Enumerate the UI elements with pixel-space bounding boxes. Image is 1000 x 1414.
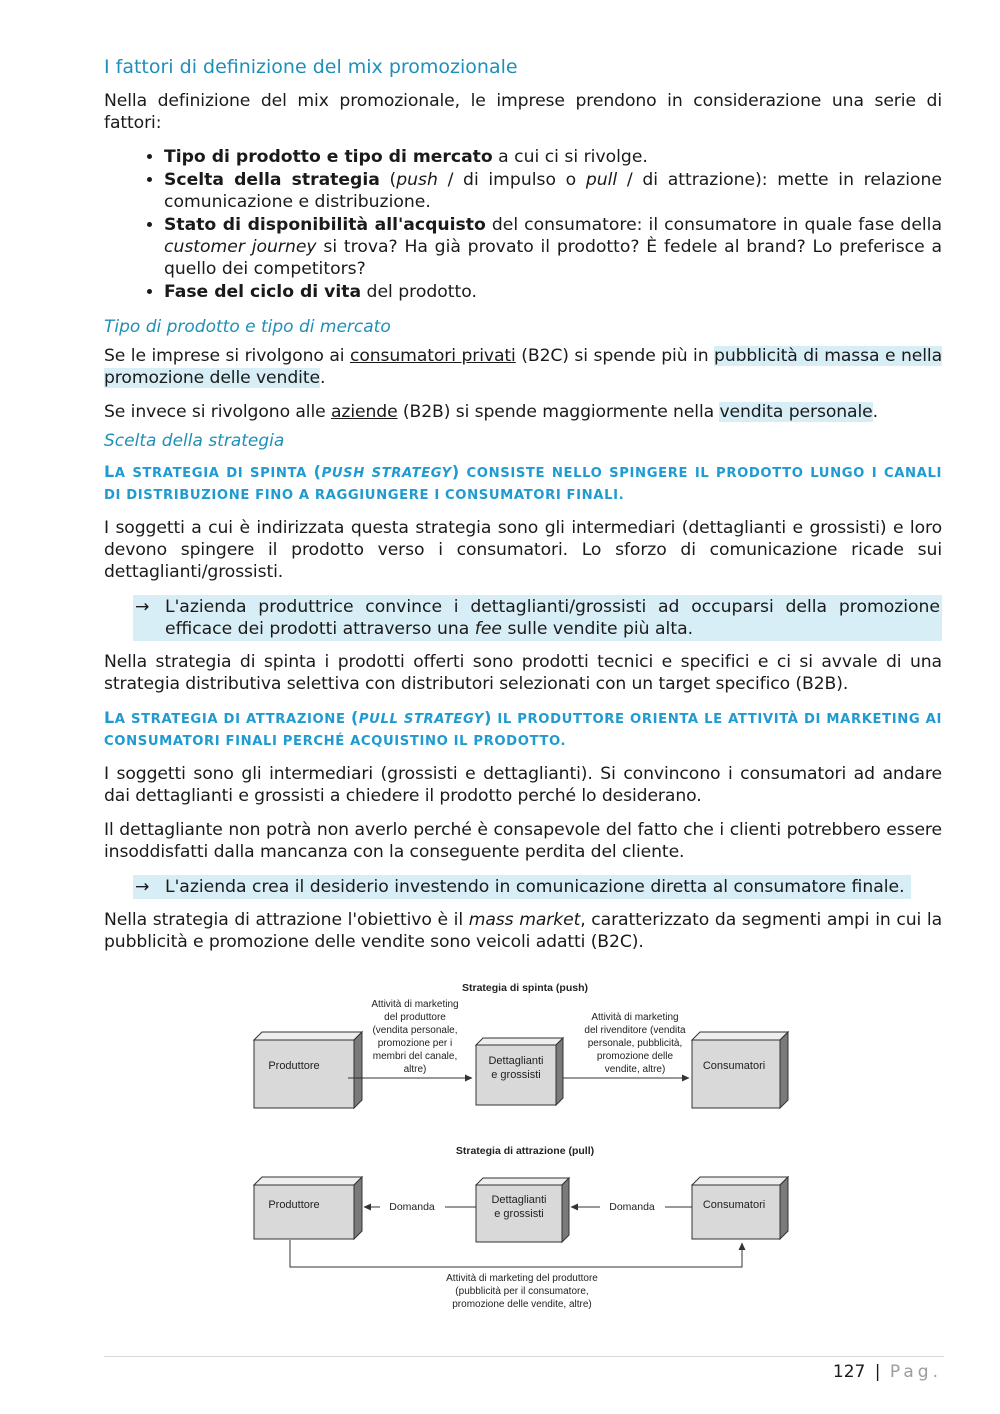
push-consumer-box — [692, 1032, 788, 1108]
push-label-right — [584, 1012, 686, 1075]
svg-text:Attività di marketing: Attività di marketing — [591, 1012, 679, 1023]
push-paragraph-1: I soggetti a cui è indirizzata questa strategia sono gli intermediari (dettaglianti e grossisti) e loro devono spingere il prodotto verso i consumatori. Lo sforzo di comunicazione ricade sui dettaglianti/grossisti. — [104, 518, 942, 582]
paragraph-b2c: Se le imprese si rivolgono ai consumatori privati (B2C) si spende più in pubblicità di massa e nella promozione delle vendite. — [104, 346, 942, 388]
svg-text:e grossisti: e grossisti — [494, 1208, 544, 1220]
svg-text:promozione per i: promozione per i — [377, 1038, 453, 1049]
subsection-title-market: Tipo di prodotto e tipo di mercato — [104, 317, 391, 337]
push-diagram-title: Strategia di spinta (push) — [461, 982, 589, 994]
svg-text:del rivenditore (vendita: del rivenditore (vendita — [584, 1025, 686, 1036]
svg-text:membri del canale,: membri del canale, — [372, 1051, 458, 1062]
svg-text:promozione delle vendite, altr: promozione delle vendite, altre) — [452, 1299, 592, 1310]
pull-paragraph-2: Il dettagliante non potrà non averlo perché è consapevole del fatto che i clienti potrebbero essere insoddisfatti dalla mancanza con la conseguente perdita del cliente. — [104, 820, 942, 862]
pull-callout-wrap — [104, 875, 942, 899]
svg-text:e grossisti: e grossisti — [491, 1069, 541, 1081]
pull-producer-box — [254, 1177, 362, 1239]
pull-bottom-label — [446, 1273, 598, 1310]
svg-text:vendite, altre): vendite, altre) — [604, 1064, 666, 1075]
svg-text:(vendita personale,: (vendita personale, — [372, 1025, 458, 1036]
page-number: 127 — [832, 1362, 866, 1382]
pull-retail-box — [476, 1178, 569, 1242]
push-label-left — [371, 999, 458, 1075]
list-item: • Scelta della strategia (push / di impulso o pull / di attrazione): mette in relazione comunicazione e distribuzione. — [164, 169, 942, 213]
paragraph-b2b: Se invece si rivolgono alle aziende (B2B) si spende maggiormente nella vendita personale. — [104, 402, 878, 422]
pull-diagram-title: Strategia di attrazione (pull) — [455, 1145, 595, 1157]
svg-text:promozione delle: promozione delle — [596, 1051, 674, 1062]
list-item: • Tipo di prodotto e tipo di mercato a cui ci si rivolge. — [164, 146, 942, 168]
demand-label-left: Domanda — [389, 1201, 435, 1213]
svg-text:Consumatori: Consumatori — [702, 1060, 766, 1072]
footer-divider — [104, 1356, 944, 1357]
push-pull-diagram — [240, 975, 800, 1320]
push-heading: LA STRATEGIA DI SPINTA (PUSH STRATEGY) CONSISTE NELLO SPINGERE IL PRODOTTO LUNGO I CANALI DI DISTRIBUZIONE FINO A RAGGIUNGERE I CONSUMATORI FINALI. — [104, 462, 942, 503]
svg-text:Produttore: Produttore — [268, 1060, 320, 1072]
pull-paragraph-1: I soggetti sono gli intermediari (grossisti e dettaglianti). Si convincono i consumatori ad andare dai dettaglianti e grossisti a chiedere il prodotto perché lo desiderano. — [104, 764, 942, 806]
section-title: I fattori di definizione del mix promozionale — [104, 56, 518, 78]
pull-callout: → L'azienda crea il desiderio investendo in comunicazione diretta al consumatore finale. — [133, 875, 911, 899]
svg-text:(pubblicità per il consumatore: (pubblicità per il consumatore, — [455, 1286, 589, 1297]
pull-heading: LA STRATEGIA DI ATTRAZIONE (PULL STRATEGY) IL PRODUTTORE ORIENTA LE ATTIVITÀ DI MARKETING AI CONSUMATORI FINALI PERCHÉ ACQUISTINO IL PRODOTTO. — [104, 708, 942, 749]
page-content — [104, 56, 942, 965]
list-item: • Stato di disponibilità all'acquisto del consumatore: il consumatore in quale fase della customer journey si trova? Ha già provato il prodotto? È fedele al brand? Lo preferisce a quello dei competitors? — [164, 214, 942, 280]
page-footer — [833, 1362, 942, 1382]
subsection-title-strategy: Scelta della strategia — [104, 431, 285, 451]
page-label: Pag. — [889, 1362, 942, 1382]
svg-text:altre): altre) — [403, 1064, 427, 1075]
svg-text:personale, pubblicità,: personale, pubblicità, — [587, 1038, 683, 1049]
svg-text:Attività di marketing: Attività di marketing — [371, 999, 459, 1010]
push-callout: → L'azienda produttrice convince i dettaglianti/grossisti ad occuparsi della promozione efficace dei prodotti attraverso una fee sulle vendite più alta. — [135, 597, 940, 639]
svg-text:Produttore: Produttore — [268, 1199, 320, 1211]
pull-producer-marketing-arrow — [290, 1240, 742, 1267]
push-paragraph-2: Nella strategia di spinta i prodotti offerti sono prodotti tecnici e specifici e ci si avvale di una strategia distributiva selettiva con distributori selezionati con un target specifico (B2B). — [104, 652, 942, 694]
arrow-right-icon: → — [135, 597, 150, 617]
svg-text:del produttore: del produttore — [384, 1012, 446, 1023]
push-retail-box — [476, 1038, 563, 1105]
factors-list — [104, 146, 942, 303]
arrow-right-icon: → — [135, 877, 150, 897]
push-producer-box — [254, 1032, 362, 1108]
pull-consumer-box — [692, 1177, 788, 1239]
svg-text:Dettaglianti: Dettaglianti — [491, 1194, 547, 1206]
intro-paragraph: Nella definizione del mix promozionale, le imprese prendono in considerazione una serie di fattori: — [104, 91, 942, 133]
demand-label-right: Domanda — [609, 1201, 655, 1213]
svg-text:Attività di marketing del prod: Attività di marketing del produttore — [446, 1273, 598, 1284]
list-item: • Fase del ciclo di vita del prodotto. — [164, 281, 942, 303]
footer-separator: | — [874, 1362, 881, 1382]
svg-text:Dettaglianti: Dettaglianti — [488, 1055, 544, 1067]
pull-paragraph-3: Nella strategia di attrazione l'obiettivo è il mass market, caratterizzato da segmenti ampi in cui la pubblicità e promozione delle vendite sono veicoli adatti (B2C). — [104, 910, 942, 952]
svg-text:Consumatori: Consumatori — [702, 1199, 766, 1211]
